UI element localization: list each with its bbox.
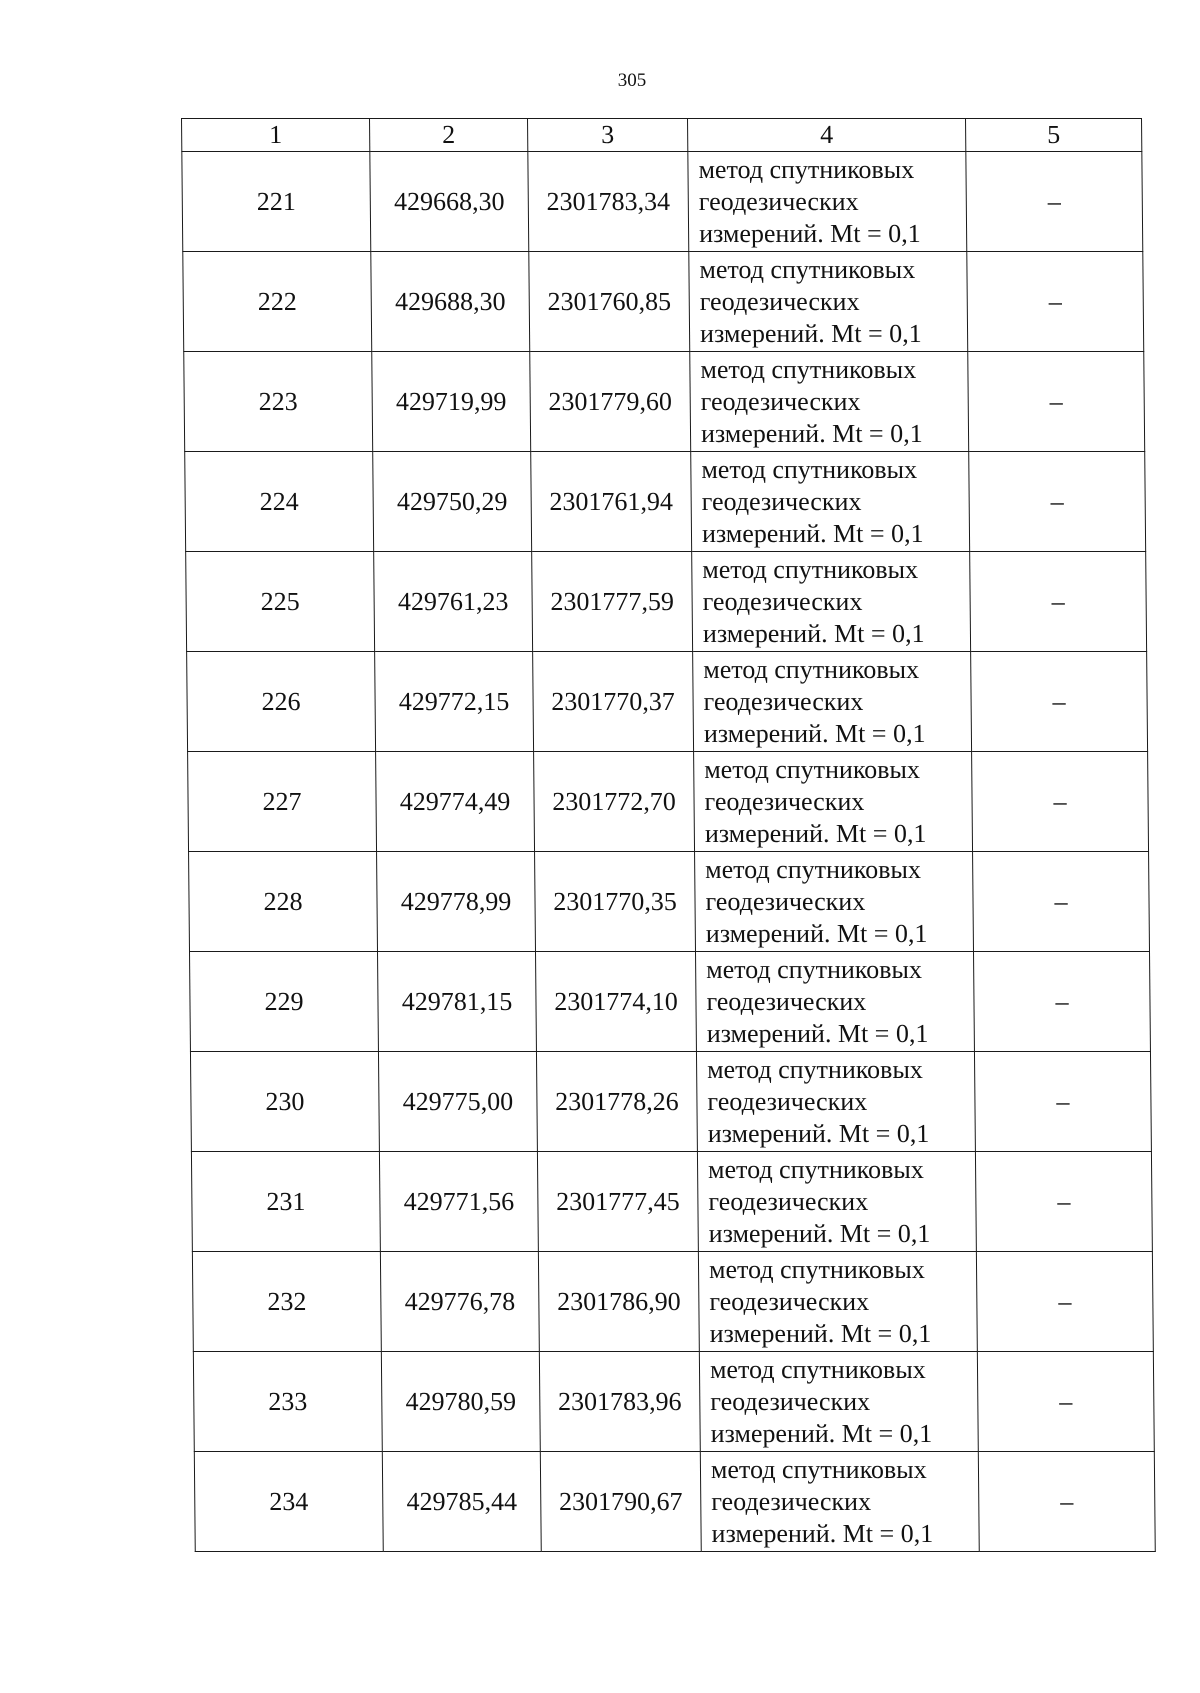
method-line: измерений. Mt = 0,1 bbox=[698, 218, 921, 248]
column-header-3: 3 bbox=[528, 119, 688, 152]
method-cell bbox=[695, 852, 974, 952]
method-line: метод спутниковых bbox=[699, 254, 916, 284]
y-coordinate-cell: 2301774,10 bbox=[536, 952, 697, 1052]
table-row bbox=[184, 352, 1145, 452]
method-line: метод спутниковых bbox=[701, 454, 918, 484]
method-line: измерений. Mt = 0,1 bbox=[711, 1518, 934, 1548]
method-cell bbox=[700, 1452, 979, 1552]
method-line: измерений. Mt = 0,1 bbox=[705, 918, 928, 948]
point-number-cell: 229 bbox=[190, 952, 379, 1052]
point-number-cell: 231 bbox=[191, 1152, 380, 1252]
method-line: измерений. Mt = 0,1 bbox=[709, 1318, 932, 1348]
note-cell: – bbox=[978, 1452, 1155, 1552]
point-number-cell: 225 bbox=[186, 552, 375, 652]
table-row bbox=[188, 752, 1149, 852]
note-cell: – bbox=[967, 252, 1144, 352]
method-line: метод спутниковых bbox=[706, 954, 923, 984]
method-line: метод спутниковых bbox=[706, 1054, 923, 1084]
method-line: геодезических bbox=[710, 1386, 871, 1416]
note-cell: – bbox=[977, 1352, 1154, 1452]
note-cell: – bbox=[976, 1252, 1153, 1352]
note-cell: – bbox=[975, 1152, 1152, 1252]
method-line: измерений. Mt = 0,1 bbox=[710, 1418, 933, 1448]
table-row bbox=[192, 1252, 1153, 1352]
point-number-cell: 233 bbox=[193, 1352, 382, 1452]
y-coordinate-cell: 2301777,59 bbox=[532, 552, 693, 652]
note-cell: – bbox=[974, 952, 1151, 1052]
y-coordinate-cell: 2301772,70 bbox=[534, 752, 695, 852]
x-coordinate-cell: 429750,29 bbox=[373, 452, 532, 552]
x-coordinate-cell: 429761,23 bbox=[374, 552, 533, 652]
column-header-1: 1 bbox=[182, 119, 370, 152]
coordinates-table bbox=[181, 118, 1156, 1552]
y-coordinate-cell: 2301779,60 bbox=[530, 352, 691, 452]
x-coordinate-cell: 429719,99 bbox=[372, 352, 531, 452]
method-line: измерений. Mt = 0,1 bbox=[699, 318, 922, 348]
method-cell bbox=[689, 252, 968, 352]
note-cell: – bbox=[974, 1052, 1151, 1152]
method-line: измерений. Mt = 0,1 bbox=[708, 1218, 931, 1248]
method-line: геодезических bbox=[711, 1486, 872, 1516]
point-number-cell: 221 bbox=[182, 152, 371, 252]
method-line: геодезических bbox=[705, 886, 866, 916]
method-line: метод спутниковых bbox=[710, 1454, 927, 1484]
method-cell bbox=[694, 752, 973, 852]
method-line: метод спутниковых bbox=[703, 654, 920, 684]
method-line: метод спутниковых bbox=[708, 1254, 925, 1284]
x-coordinate-cell: 429771,56 bbox=[379, 1152, 538, 1252]
method-cell bbox=[690, 352, 969, 452]
table-header bbox=[182, 119, 1142, 152]
point-number-cell: 230 bbox=[190, 1052, 379, 1152]
method-line: измерений. Mt = 0,1 bbox=[703, 718, 926, 748]
header-row bbox=[182, 119, 1142, 152]
method-line: измерений. Mt = 0,1 bbox=[702, 618, 925, 648]
table-row bbox=[187, 652, 1148, 752]
method-line: геодезических bbox=[701, 486, 862, 516]
point-number-cell: 234 bbox=[194, 1452, 383, 1552]
table-row bbox=[186, 552, 1147, 652]
method-cell bbox=[696, 952, 975, 1052]
table-row bbox=[193, 1352, 1154, 1452]
x-coordinate-cell: 429668,30 bbox=[370, 152, 529, 252]
method-line: геодезических bbox=[709, 1286, 870, 1316]
table-row bbox=[183, 252, 1144, 352]
table-row bbox=[190, 1052, 1151, 1152]
method-line: геодезических bbox=[706, 986, 867, 1016]
table-row bbox=[182, 152, 1143, 252]
x-coordinate-cell: 429781,15 bbox=[378, 952, 537, 1052]
method-line: измерений. Mt = 0,1 bbox=[706, 1018, 929, 1048]
method-cell bbox=[696, 1052, 975, 1152]
note-cell: – bbox=[972, 752, 1149, 852]
x-coordinate-cell: 429688,30 bbox=[371, 252, 530, 352]
method-line: метод спутниковых bbox=[702, 554, 919, 584]
table-row bbox=[194, 1452, 1155, 1552]
column-header-5: 5 bbox=[966, 119, 1142, 152]
table-row bbox=[191, 1152, 1152, 1252]
method-cell bbox=[699, 1352, 978, 1452]
note-cell: – bbox=[966, 152, 1143, 252]
table-row bbox=[189, 852, 1150, 952]
method-cell bbox=[691, 452, 970, 552]
y-coordinate-cell: 2301778,26 bbox=[536, 1052, 697, 1152]
note-cell: – bbox=[971, 652, 1148, 752]
y-coordinate-cell: 2301783,96 bbox=[539, 1352, 700, 1452]
method-line: метод спутниковых bbox=[705, 854, 922, 884]
page-number: 305 bbox=[617, 70, 647, 91]
point-number-cell: 222 bbox=[183, 252, 372, 352]
method-line: метод спутниковых bbox=[698, 154, 915, 184]
column-header-2: 2 bbox=[370, 119, 528, 152]
point-number-cell: 228 bbox=[189, 852, 378, 952]
y-coordinate-cell: 2301770,35 bbox=[535, 852, 696, 952]
method-line: измерений. Mt = 0,1 bbox=[700, 418, 923, 448]
x-coordinate-cell: 429785,44 bbox=[382, 1452, 541, 1552]
x-coordinate-cell: 429780,59 bbox=[381, 1352, 540, 1452]
y-coordinate-cell: 2301761,94 bbox=[531, 452, 692, 552]
method-line: геодезических bbox=[707, 1086, 868, 1116]
point-number-cell: 224 bbox=[185, 452, 374, 552]
method-line: геодезических bbox=[699, 286, 860, 316]
method-cell bbox=[693, 652, 972, 752]
x-coordinate-cell: 429775,00 bbox=[378, 1052, 537, 1152]
note-cell: – bbox=[973, 852, 1150, 952]
method-line: геодезических bbox=[698, 186, 859, 216]
note-cell: – bbox=[970, 552, 1147, 652]
note-cell: – bbox=[969, 452, 1146, 552]
method-cell bbox=[692, 552, 971, 652]
method-cell bbox=[688, 152, 967, 252]
method-cell bbox=[698, 1252, 977, 1352]
y-coordinate-cell: 2301786,90 bbox=[538, 1252, 699, 1352]
method-line: измерений. Mt = 0,1 bbox=[701, 518, 924, 548]
table-row bbox=[185, 452, 1146, 552]
y-coordinate-cell: 2301777,45 bbox=[537, 1152, 698, 1252]
x-coordinate-cell: 429776,78 bbox=[380, 1252, 539, 1352]
method-line: метод спутниковых bbox=[707, 1154, 924, 1184]
method-line: геодезических bbox=[702, 586, 863, 616]
method-line: измерений. Mt = 0,1 bbox=[707, 1118, 930, 1148]
y-coordinate-cell: 2301770,37 bbox=[533, 652, 694, 752]
method-line: метод спутниковых bbox=[700, 354, 917, 384]
method-line: метод спутниковых bbox=[704, 754, 921, 784]
method-line: метод спутниковых bbox=[709, 1354, 926, 1384]
column-header-4: 4 bbox=[688, 119, 966, 152]
point-number-cell: 232 bbox=[192, 1252, 381, 1352]
x-coordinate-cell: 429774,49 bbox=[376, 752, 535, 852]
point-number-cell: 226 bbox=[187, 652, 376, 752]
method-line: геодезических bbox=[700, 386, 861, 416]
method-cell bbox=[697, 1152, 976, 1252]
point-number-cell: 223 bbox=[184, 352, 373, 452]
x-coordinate-cell: 429772,15 bbox=[375, 652, 534, 752]
point-number-cell: 227 bbox=[188, 752, 377, 852]
method-line: геодезических bbox=[703, 686, 864, 716]
method-line: измерений. Mt = 0,1 bbox=[704, 818, 927, 848]
y-coordinate-cell: 2301760,85 bbox=[529, 252, 690, 352]
y-coordinate-cell: 2301790,67 bbox=[540, 1452, 701, 1552]
method-line: геодезических bbox=[708, 1186, 869, 1216]
y-coordinate-cell: 2301783,34 bbox=[528, 152, 689, 252]
table-row bbox=[190, 952, 1151, 1052]
method-line: геодезических bbox=[704, 786, 865, 816]
note-cell: – bbox=[968, 352, 1145, 452]
table-body bbox=[182, 152, 1155, 1552]
x-coordinate-cell: 429778,99 bbox=[377, 852, 536, 952]
